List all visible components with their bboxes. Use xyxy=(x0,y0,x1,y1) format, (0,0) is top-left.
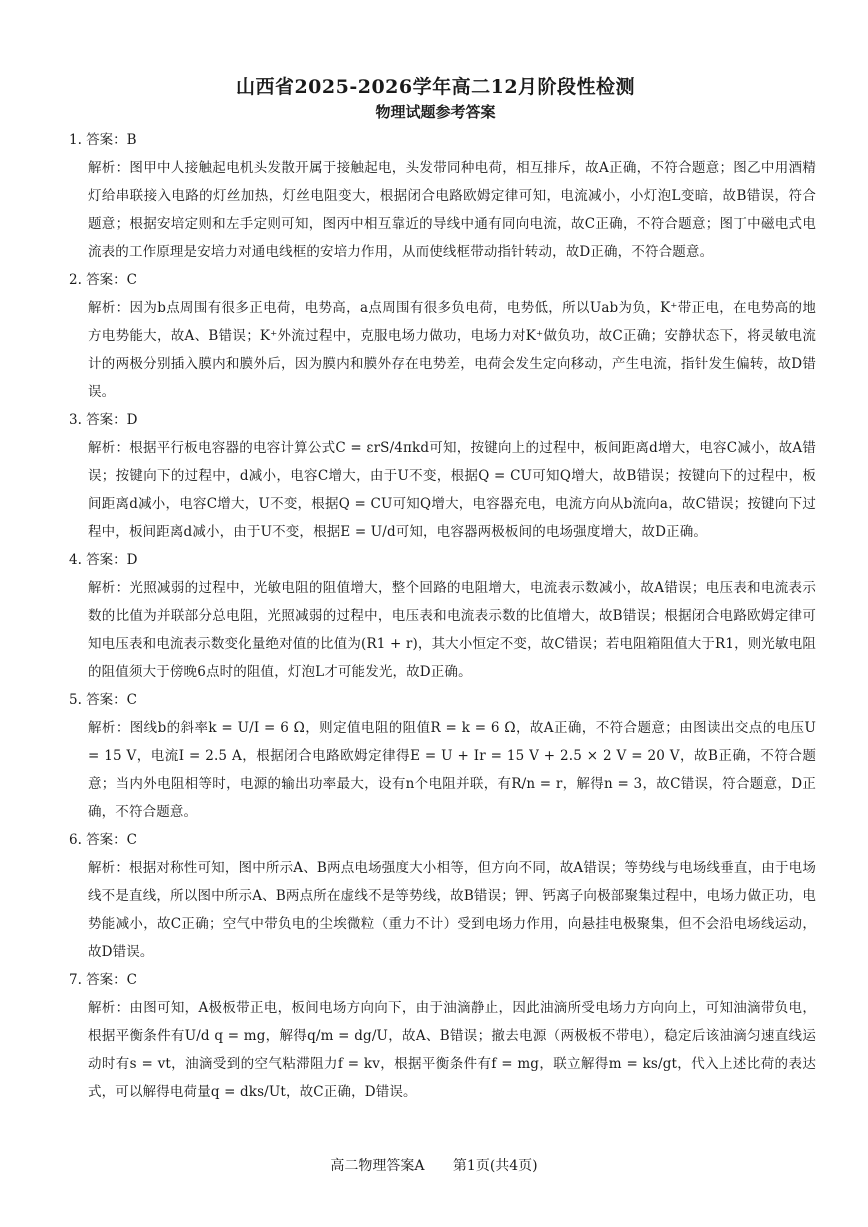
question-4 xyxy=(69,546,816,686)
answer-line: 4. 答案：D xyxy=(69,552,138,568)
answer-line: 2. 答案：C xyxy=(69,272,138,288)
question-2 xyxy=(69,266,816,406)
answer-line: 3. 答案：D xyxy=(69,412,138,428)
question-7 xyxy=(69,966,816,1106)
explanation-text: 解析：图甲中人接触起电机头发散开属于接触起电，头发带同种电荷，相互排斥，故A正确，不符合题意；图乙中用酒精灯给串联接入电路的灯丝加热，灯丝电阻变大，根据闭合电路欧姆定律可知，电流减小，小灯泡L变暗，故B错误，符合题意；根据安培定则和左手定则可知，图丙中相互靠近的导线中通有同向电流，故C正确，不符合题意；图丁中磁电式电流表的工作原理是安培力对通电线框的安培力作用，从而使线框带动指针转动，故D正确，不符合题意。 xyxy=(88,160,816,260)
explanation-text: 解析：光照减弱的过程中，光敏电阻的阻值增大，整个回路的电阻增大，电流表示数减小，故A错误；电压表和电流表示数的比值为并联部分总电阻，光照减弱的过程中，电压表和电流表示数的比值增大，故B错误；根据闭合电路欧姆定律可知电压表和电流表示数变化量绝对值的比值为(R1 + r)，其大小恒定不变，故C错误；若电阻箱阻值大于R1，则光敏电阻的阻值须大于傍晚6点时的阻值，灯泡L才可能发光，故D正确。 xyxy=(88,580,816,680)
explanation-text: 解析：因为b点周围有很多正电荷，电势高，a点周围有很多负电荷，电势低，所以Uab为负，K⁺带正电，在电势高的地方电势能大，故A、B错误；K⁺外流过程中，克服电场力做功，电场力对K⁺做负功，故C正确；安静状态下，将灵敏电流计的两极分别插入膜内和膜外后，因为膜内和膜外存在电势差，电荷会发生定向移动，产生电流，指针发生偏转，故D错误。 xyxy=(88,300,816,400)
question-5 xyxy=(69,686,816,826)
footer-doc-label: 高二物理答案A xyxy=(330,1158,425,1174)
footer-page-number: 第1页(共4页) xyxy=(452,1158,538,1174)
explanation-text: 解析：由图可知，A极板带正电，板间电场方向向下，由于油滴静止，因此油滴所受电场力方向向上，可知油滴带负电，根据平衡条件有U/d q = mg，解得q/m = dg/U，故A、B错误；撤去电源（两极板不带电），稳定后该油滴匀速直线运动时有s = vt，油滴受到的空气粘滞阻力f = kv，根据平衡条件有f = mg，联立解得m = ks/gt，代入上述比荷的表达式，可以解得电荷量q = dks/Ut，故C正确，D错误。 xyxy=(88,1000,816,1100)
explanation-text: 解析：根据对称性可知，图中所示A、B两点电场强度大小相等，但方向不同，故A错误；等势线与电场线垂直，由于电场线不是直线，所以图中所示A、B两点所在虚线不是等势线，故B错误；钾、钙离子向极部聚集过程中，电场力做正功，电势能减小，故C正确；空气中带负电的尘埃微粒（重力不计）受到电场力作用，向悬挂电极聚集，但不会沿电场线运动，故D错误。 xyxy=(88,860,816,960)
page-subtitle: 物理试题参考答案 xyxy=(375,103,496,121)
answer-line: 1. 答案：B xyxy=(69,132,137,148)
answer-line: 6. 答案：C xyxy=(69,832,138,848)
page-title: 山西省2025-2026学年高二12月阶段性检测 xyxy=(235,76,636,98)
answer-line: 7. 答案：C xyxy=(69,972,138,988)
question-3 xyxy=(69,406,816,546)
explanation-text: 解析：根据平行板电容器的电容计算公式C = εrS/4πkd可知，按键向上的过程中，板间距离d增大，电容C减小，故A错误；按键向下的过程中，d减小，电容C增大，由于U不变，根据Q = CU可知Q增大，故B错误；按键向下的过程中，板间距离d减小，电容C增大，U不变，根据Q = CU可知Q增大，电容器充电，电流方向从b流向a，故C错误；按键向下过程中，板间距离d减小，由于U不变，根据E = U/d可知，电容器两极板间的电场强度增大，故D正确。 xyxy=(88,440,816,540)
question-6 xyxy=(69,826,816,966)
question-1 xyxy=(69,126,816,266)
page-footer xyxy=(0,1155,868,1175)
answer-line: 5. 答案：C xyxy=(69,692,138,708)
explanation-text: 解析：图线b的斜率k = U/I = 6 Ω，则定值电阻的阻值R = k = 6 Ω，故A正确，不符合题意；由图读出交点的电压U = 15 V，电流I = 2.5 A，根据闭合电路欧姆定律得E = U + Ir = 15 V + 2.5 × 2 V = 20 V，故B正确，不符合题意；当内外电阻相等时，电源的输出功率最大，设有n个电阻并联，有R/n = r，解得n = 3，故C错误，符合题意，D正确，不符合题意。 xyxy=(88,720,816,820)
